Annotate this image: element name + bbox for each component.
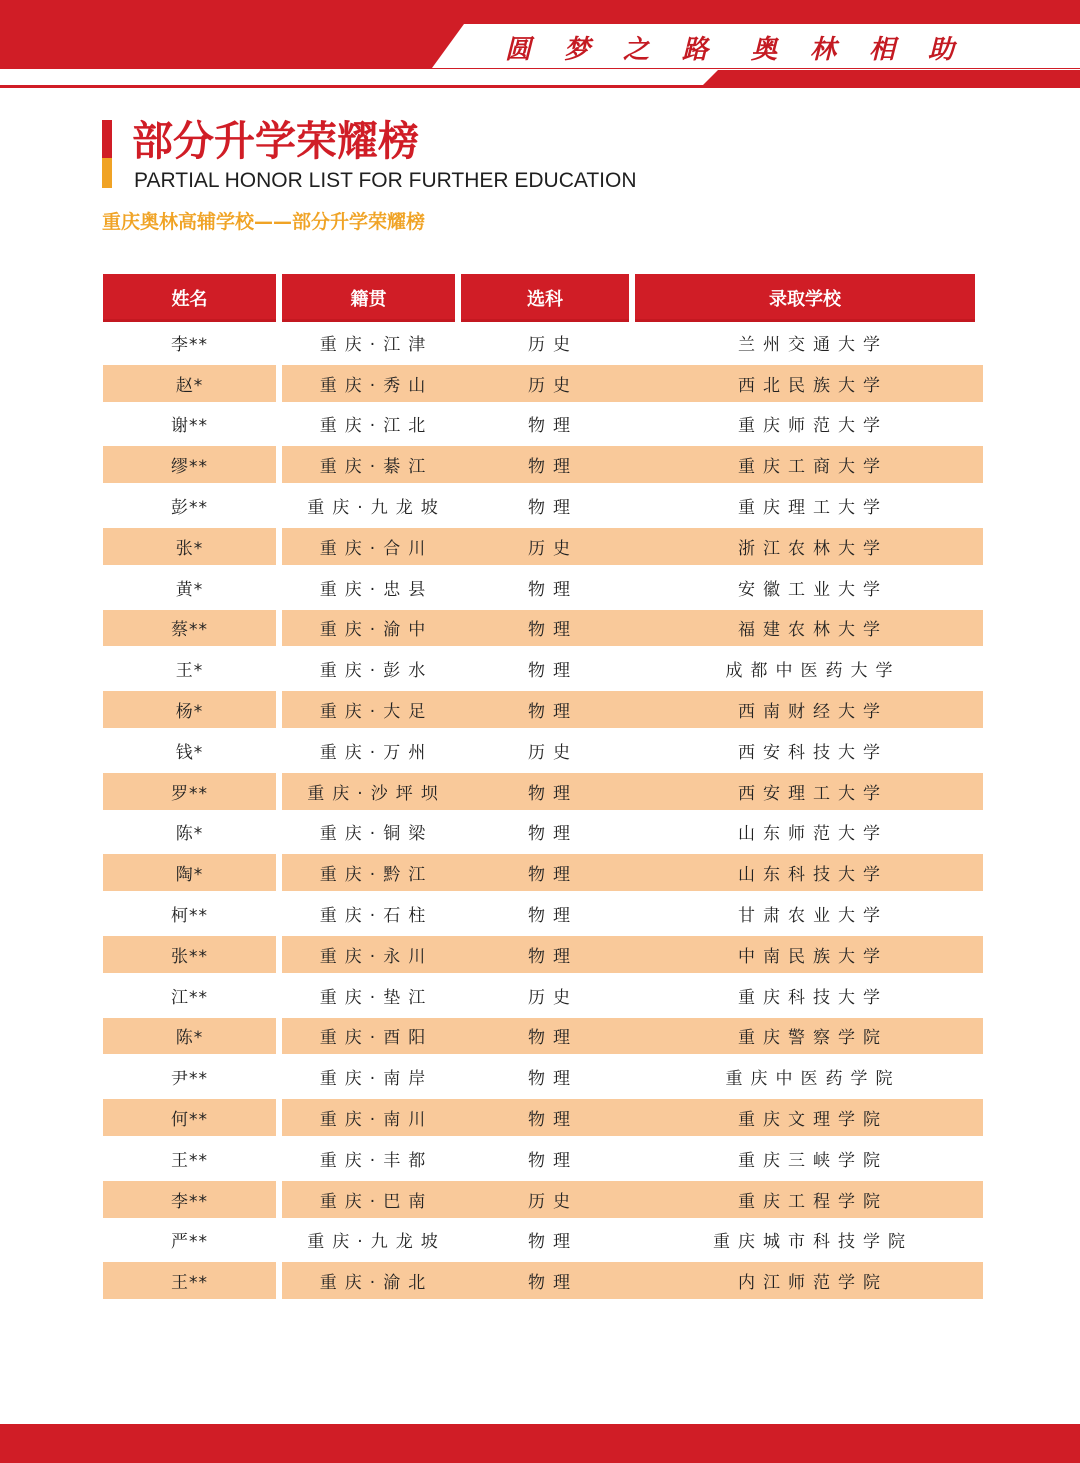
cell-school: 重庆文理学院 [635,1099,983,1136]
cell-school: 内江师范学院 [635,1262,983,1299]
cell-subject: 物理 [461,773,637,810]
cell-school: 福建农林大学 [635,610,983,647]
cell-hometown: 重庆·铜梁 [319,824,434,845]
honor-table [0,274,1080,1301]
cell-name: 赵* [103,365,276,402]
accent-red [102,120,112,158]
table-row [0,485,1080,526]
cell-subject: 物理 [461,854,637,891]
cell-subject: 历史 [461,1181,637,1218]
cell-subject: 物理 [528,416,578,437]
cell-hometown: 重庆·南岸 [319,1069,434,1090]
table-row [0,730,1080,771]
cell-name: 蔡** [103,610,276,647]
cell-hometown: 重庆·巴南 [282,1181,463,1218]
cell-name: 尹** [171,1069,208,1090]
table-row [0,363,1080,404]
cell-name: 钱* [175,742,204,763]
cell-hometown: 重庆·丰都 [319,1150,434,1171]
cell-school: 成都中医药大学 [725,661,901,682]
cell-name: 黄* [175,579,204,600]
cell-name: 何** [103,1099,276,1136]
cell-school: 山东科技大学 [635,854,983,891]
table-row [0,975,1080,1016]
cell-subject: 历史 [528,987,578,1008]
cell-school: 兰州交通大学 [738,334,888,355]
cell-hometown: 重庆·彭水 [319,661,434,682]
cell-subject: 物理 [461,691,637,728]
page-subtitle: 重庆奥林高辅学校——部分升学荣耀榜 [102,211,426,233]
cell-subject: 物理 [528,906,578,927]
cell-subject: 物理 [461,1099,637,1136]
cell-name: 罗** [103,773,276,810]
table-row [0,893,1080,934]
slogan-part-2: 奥林相助 [751,34,988,65]
cell-subject: 物理 [461,610,637,647]
column-header-name: 姓名 [103,274,276,322]
cell-hometown: 重庆·忠县 [319,579,434,600]
cell-hometown: 重庆·九龙坡 [307,1232,446,1253]
cell-subject: 历史 [528,334,578,355]
table-row [0,1179,1080,1220]
table-body [0,322,1080,1301]
cell-hometown: 重庆·万州 [319,742,434,763]
cell-hometown: 重庆·酉阳 [282,1018,463,1055]
cell-hometown: 重庆·垫江 [319,987,434,1008]
cell-subject: 历史 [528,742,578,763]
cell-hometown: 重庆·永川 [282,936,463,973]
cell-subject: 历史 [461,365,637,402]
cell-subject: 物理 [528,824,578,845]
cell-hometown: 重庆·沙坪坝 [282,773,463,810]
table-row [0,567,1080,608]
cell-school: 西安理工大学 [635,773,983,810]
column-header-subject: 选科 [461,274,629,322]
cell-school: 重庆三峡学院 [738,1150,888,1171]
slogan [505,27,1025,67]
table-row [0,1138,1080,1179]
table-row [0,852,1080,893]
cell-school: 西安科技大学 [738,742,888,763]
cell-school: 西北民族大学 [635,365,983,402]
table-row [0,812,1080,853]
cell-hometown: 重庆·江北 [319,416,434,437]
slogan-part-1: 圆梦之路 [505,34,742,65]
heading-accent-bar [102,120,112,188]
cell-name: 陶* [103,854,276,891]
cell-name: 柯** [171,906,208,927]
decorative-wedge [700,70,1080,88]
cell-name: 王* [175,661,204,682]
cell-subject: 历史 [461,528,637,565]
table-row [0,1260,1080,1301]
page-title: 部分升学荣耀榜 [132,117,419,165]
cell-hometown: 重庆·江津 [319,334,434,355]
cell-name: 严** [171,1232,208,1253]
top-banner-red-block [0,0,470,68]
cell-school: 重庆警察学院 [635,1018,983,1055]
cell-name: 陈* [175,824,204,845]
cell-name: 王** [171,1150,208,1171]
cell-name: 张* [103,528,276,565]
cell-hometown: 重庆·南川 [282,1099,463,1136]
cell-hometown: 重庆·渝中 [282,610,463,647]
table-row [0,444,1080,485]
table-row [0,1016,1080,1057]
cell-subject: 物理 [528,661,578,682]
table-row [0,771,1080,812]
cell-subject: 物理 [461,1018,637,1055]
cell-name: 张** [103,936,276,973]
cell-name: 李** [103,1181,276,1218]
cell-name: 王** [103,1262,276,1299]
cell-school: 重庆城市科技学院 [713,1232,913,1253]
cell-school: 重庆师范大学 [738,416,888,437]
cell-hometown: 重庆·九龙坡 [307,498,446,519]
cell-school: 中南民族大学 [635,936,983,973]
cell-hometown: 重庆·黔江 [282,854,463,891]
column-header-school: 录取学校 [635,274,975,322]
table-row [0,1220,1080,1261]
accent-orange [102,158,112,188]
cell-school: 西南财经大学 [635,691,983,728]
cell-school: 重庆中医药学院 [725,1069,901,1090]
table-row [0,608,1080,649]
cell-school: 重庆工商大学 [635,446,983,483]
table-row [0,934,1080,975]
column-header-hometown: 籍贯 [282,274,455,322]
cell-hometown: 重庆·合川 [282,528,463,565]
table-row [0,648,1080,689]
cell-name: 缪** [103,446,276,483]
cell-subject: 物理 [528,1150,578,1171]
cell-name: 李** [171,334,208,355]
cell-school: 重庆工程学院 [635,1181,983,1218]
cell-subject: 物理 [461,446,637,483]
cell-name: 杨* [103,691,276,728]
table-row [0,689,1080,730]
table-row [0,1056,1080,1097]
cell-school: 甘肃农业大学 [738,906,888,927]
cell-subject: 物理 [528,498,578,519]
cell-subject: 物理 [461,936,637,973]
bottom-banner [0,1424,1080,1463]
cell-hometown: 重庆·秀山 [282,365,463,402]
page-title-english: PARTIAL HONOR LIST FOR FURTHER EDUCATION [134,169,637,192]
cell-name: 江** [171,987,208,1008]
cell-subject: 物理 [528,1069,578,1090]
cell-school: 浙江农林大学 [635,528,983,565]
table-header-row [0,274,1080,322]
cell-hometown: 重庆·大足 [282,691,463,728]
cell-name: 陈* [103,1018,276,1055]
cell-hometown: 重庆·綦江 [282,446,463,483]
table-row [0,1097,1080,1138]
table-row [0,322,1080,363]
cell-hometown: 重庆·石柱 [319,906,434,927]
cell-school: 山东师范大学 [738,824,888,845]
cell-school: 安徽工业大学 [738,579,888,600]
cell-name: 谢** [171,416,208,437]
table-row [0,404,1080,445]
cell-subject: 物理 [461,1262,637,1299]
cell-subject: 物理 [528,1232,578,1253]
cell-school: 重庆科技大学 [738,987,888,1008]
cell-name: 彭** [171,498,208,519]
cell-subject: 物理 [528,579,578,600]
table-row [0,526,1080,567]
cell-school: 重庆理工大学 [738,498,888,519]
cell-hometown: 重庆·渝北 [282,1262,463,1299]
